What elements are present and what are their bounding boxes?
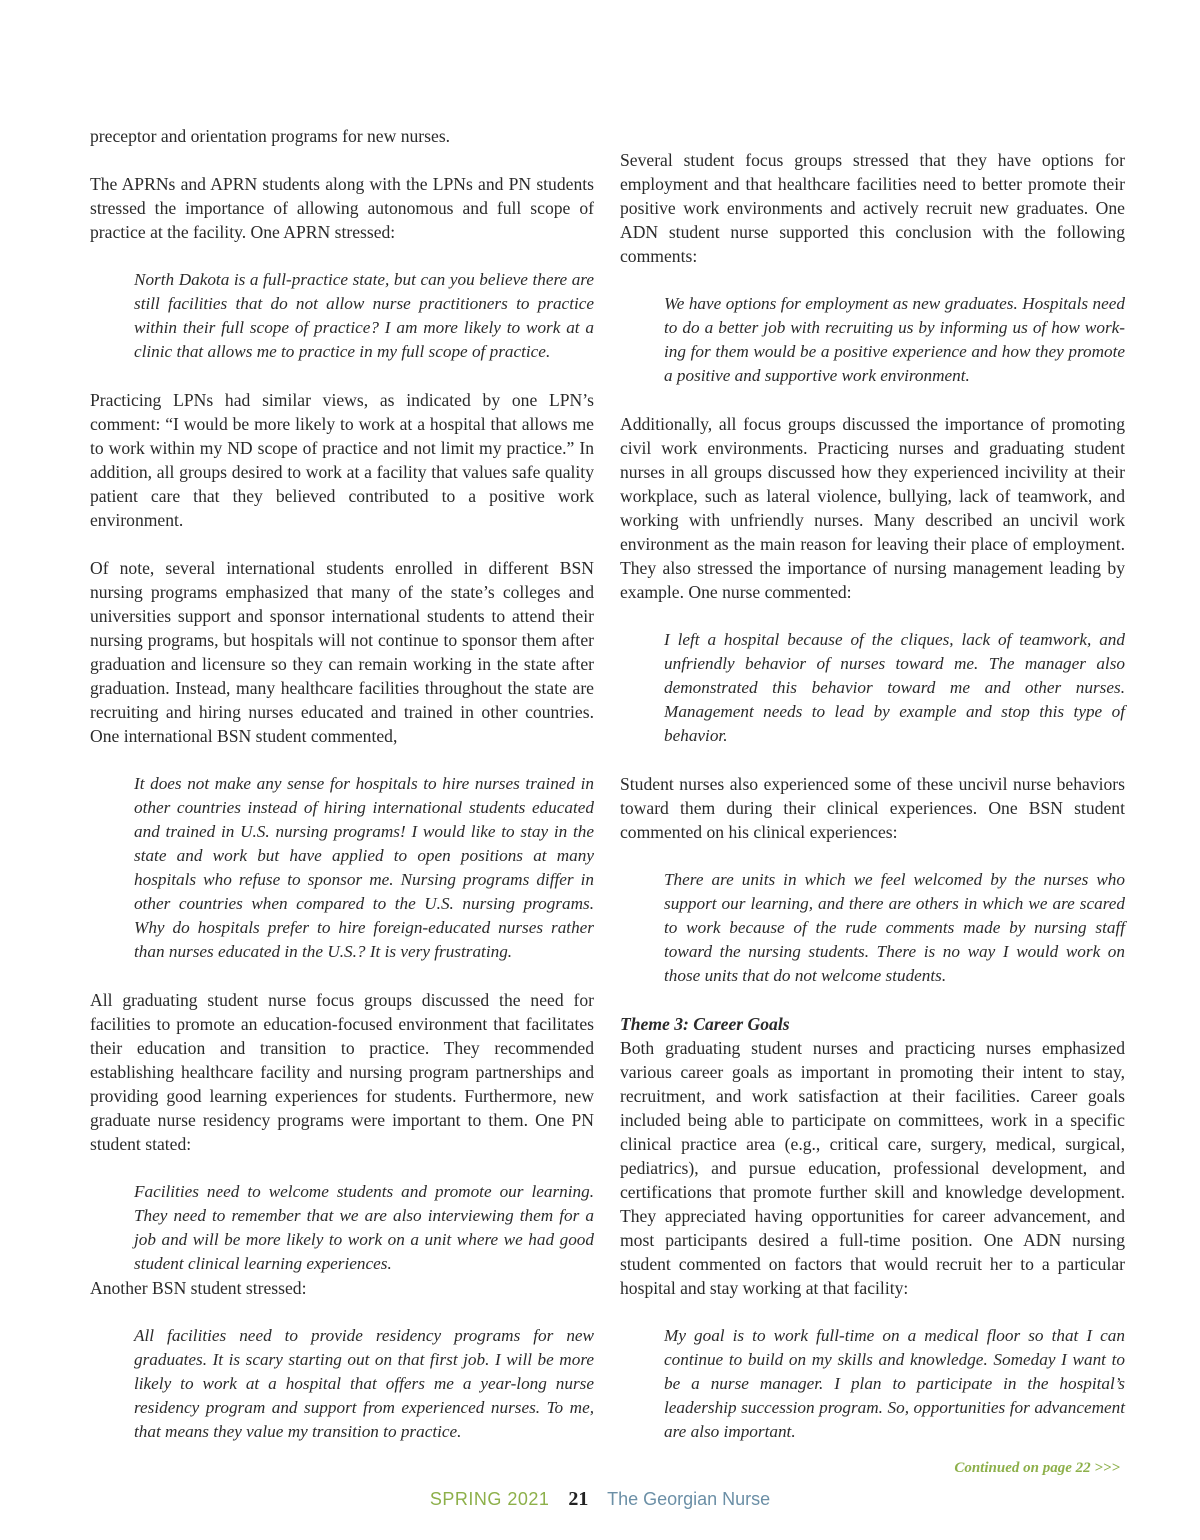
- section-heading: Theme 3: Career Goals: [620, 1014, 790, 1034]
- issue-season: SPRING 2021: [429, 1489, 550, 1509]
- quote: North Dakota is a full-practice state, but can you believe there are still facilities that do not allow nurse practitioners to practice within their full scope of practice? I am more likely to work at a clinic that allows me to practice in my full scope of practice.: [134, 270, 594, 361]
- left-column: [90, 124, 594, 1468]
- paragraph: Student nurses also experienced some of these uncivil nurse behaviors toward them during their clinical experiences. One BSN student commented on his clinical experiences:: [620, 774, 1125, 842]
- quote: I left a hospital because of the cliques, lack of teamwork, and unfriendly behavior of nurses toward me. The manager also demonstrated this behavior toward me and other nurses. Management needs to lead by example and stop this type of behavior.: [664, 630, 1125, 745]
- page-number: 21: [568, 1488, 589, 1510]
- quote: Facilities need to welcome students and promote our learning. They need to remember that we are also interviewing them for a job and will be more likely to work on a unit where we had good student clinical learning experiences.: [134, 1182, 594, 1273]
- quote: My goal is to work full-time on a medical floor so that I can continue to build on my skills and knowledge. Someday I want to be a nurse manager. I plan to participate in the hospital’s leadership succession program. So, opportunities for advancement are also important.: [664, 1326, 1125, 1441]
- paragraph: Additionally, all focus groups discussed the importance of promoting civil work environments. Practicing nurses and graduating student nurses in all groups discussed how they experienced incivility at their workplace, such as lateral violence, bullying, lack of teamwork, and working with unfriendly nurses. Many described an uncivil work environment as the main reason for leaving their place of employment. They also stressed the importance of nursing management leading by example. One nurse commented:: [620, 414, 1125, 602]
- paragraph: Several student focus groups stressed that they have options for employment and that healthcare facilities need to better promote their positive work environments and actively recruit new graduates. One ADN student nurse supported this conclusion with the following comments:: [620, 150, 1125, 266]
- paragraph: The APRNs and APRN students along with the LPNs and PN students stressed the importance of allowing autonomous and full scope of practice at the facility. One APRN stressed:: [90, 174, 594, 242]
- publication-name: The Georgian Nurse: [607, 1489, 771, 1509]
- continued-link[interactable]: Continued on page 22 >>>: [954, 1460, 1120, 1476]
- quote: We have options for employment as new graduates. Hospitals need to do a better job with recruiting us by informing us of how work- ing for them would be a positive experience and how they promote a positive and supportive work environment.: [664, 294, 1125, 385]
- paragraph: Another BSN student stressed:: [90, 1278, 307, 1298]
- paragraph: preceptor and orientation programs for new nurses.: [90, 126, 451, 146]
- paragraph: Practicing LPNs had similar views, as indicated by one LPN’s comment: “I would be more likely to work at a hospital that allows me to work within my ND scope of practice and not limit my practice.” In addition, all groups desired to work at a facility that values safe quality patient care that they believed contributed to a positive work environment.: [90, 390, 594, 530]
- paragraph: Both graduating student nurses and practicing nurses emphasized various career goals as important in promoting their intent to stay, recruitment, and work satisfaction at their facilities. Career goals included being able to participate on committees, work in a specific clinical practice area (e.g., critical care, surgery, medical, surgical, pediatrics), and pursue education, professional development, and certifications that promote further skill and knowledge development. They appreciated having opportunities for career advancement, and most participants desired a full-time position. One ADN nursing student commented on factors that would recruit her to a particular hospital and stay working at that facility:: [620, 1038, 1125, 1298]
- page-footer: [0, 1486, 1200, 1512]
- right-column: [620, 148, 1125, 1468]
- paragraph: All graduating student nurse focus groups discussed the need for facilities to promote an education-focused environment that facilitates their education and transition to practice. They recommended establishing healthcare facility and nursing program partnerships and providing good learning experiences for students. Furthermore, new graduate nurse residency programs were important to them. One PN student stated:: [90, 990, 594, 1154]
- quote: There are units in which we feel welcomed by the nurses who support our learning, and there are others in which we are scared to work because of the rude comments made by nursing staff toward the nursing students. There is no way I would work on those units that do not welcome students.: [664, 870, 1125, 985]
- paragraph: Of note, several international students enrolled in different BSN nursing programs emphasized that many of the state’s colleges and universities support and sponsor international students to attend their nursing programs, but hospitals will not continue to sponsor them after graduation and licensure so they can remain working in the state after graduation. Instead, many healthcare facilities throughout the state are recruiting and hiring nurses educated and trained in other countries. One international BSN student commented,: [90, 558, 594, 746]
- quote: It does not make any sense for hospitals to hire nurses trained in other countries instead of hiring international students educated and trained in U.S. nursing programs! I would like to stay in the state and work but have applied to open positions at many hospitals who refuse to sponsor me. Nursing programs differ in other countries when compared to the U.S. nursing programs. Why do hospitals prefer to hire foreign-educated nurses rather than nurses educated in the U.S.? It is very frustrating.: [134, 774, 594, 961]
- quote: All facilities need to provide residency programs for new graduates. It is scary starting out on that first job. I will be more likely to work at a hospital that offers me a year-long nurse residency program and support from experienced nurses. To me, that means they value my transition to practice.: [134, 1326, 594, 1441]
